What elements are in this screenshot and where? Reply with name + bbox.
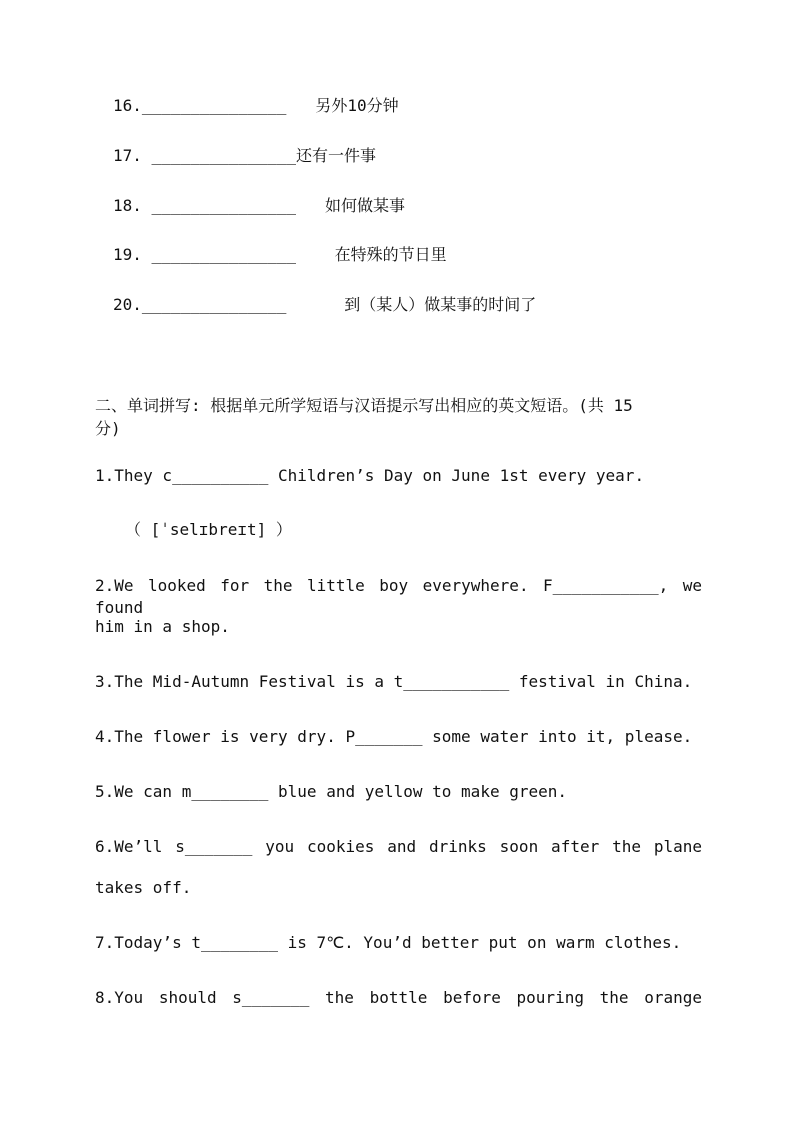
phrase-item-17 [113,145,376,167]
question-1: 1.They c__________ Children’s Day on June 1st every year. [95,466,645,485]
phonetic-hint: （ [ˈselɪbreɪt] ） [125,520,292,539]
question-6-line-2: takes off. [95,878,192,897]
item-number: 19. [113,245,152,264]
question-6-line-1: 6.We’ll s_______ you cookies and drinks soon after the plane [95,837,702,856]
phrase-item-18 [113,195,405,217]
spacer [296,196,325,215]
chinese-prompt: 在特殊的节日里 [334,245,447,264]
question-2-line-2: him in a shop. [95,617,230,636]
item-number: 16. [113,96,142,115]
item-number: 17. [113,146,152,165]
chinese-prompt: 还有一件事 [296,146,377,165]
section-heading-line-1: 二、单词拼写: 根据单元所学短语与汉语提示写出相应的英文短语。(共 15 [95,396,633,415]
question-4: 4.The flower is very dry. P_______ some water into it, please. [95,727,693,746]
answer-blank: _______________ [151,196,297,215]
phrase-item-20 [113,294,536,316]
spacer [286,96,315,115]
spacer [296,245,335,264]
question-2-line-1: 2.We looked for the little boy everywhere. F___________, we found [95,576,702,617]
chinese-prompt: 另外10分钟 [315,96,399,115]
section-heading-line-2: 分) [95,419,121,438]
spacer [286,295,344,314]
answer-blank: _______________ [151,245,297,264]
phrase-item-16 [113,95,399,117]
phrase-item-19 [113,244,447,266]
answer-blank: _______________ [141,96,287,115]
answer-blank: _______________ [151,146,297,165]
item-number: 18. [113,196,152,215]
question-7: 7.Today’s t________ is 7℃. You’d better put on warm clothes. [95,933,682,952]
chinese-prompt: 如何做某事 [324,196,405,215]
question-8-line-1: 8.You should s_______ the bottle before pouring the orange [95,988,702,1007]
item-number: 20. [113,295,142,314]
question-5: 5.We can m________ blue and yellow to make green. [95,782,568,801]
answer-blank: _______________ [141,295,287,314]
question-3: 3.The Mid-Autumn Festival is a t___________ festival in China. [95,672,693,691]
chinese-prompt: 到（某人）做某事的时间了 [344,295,537,314]
